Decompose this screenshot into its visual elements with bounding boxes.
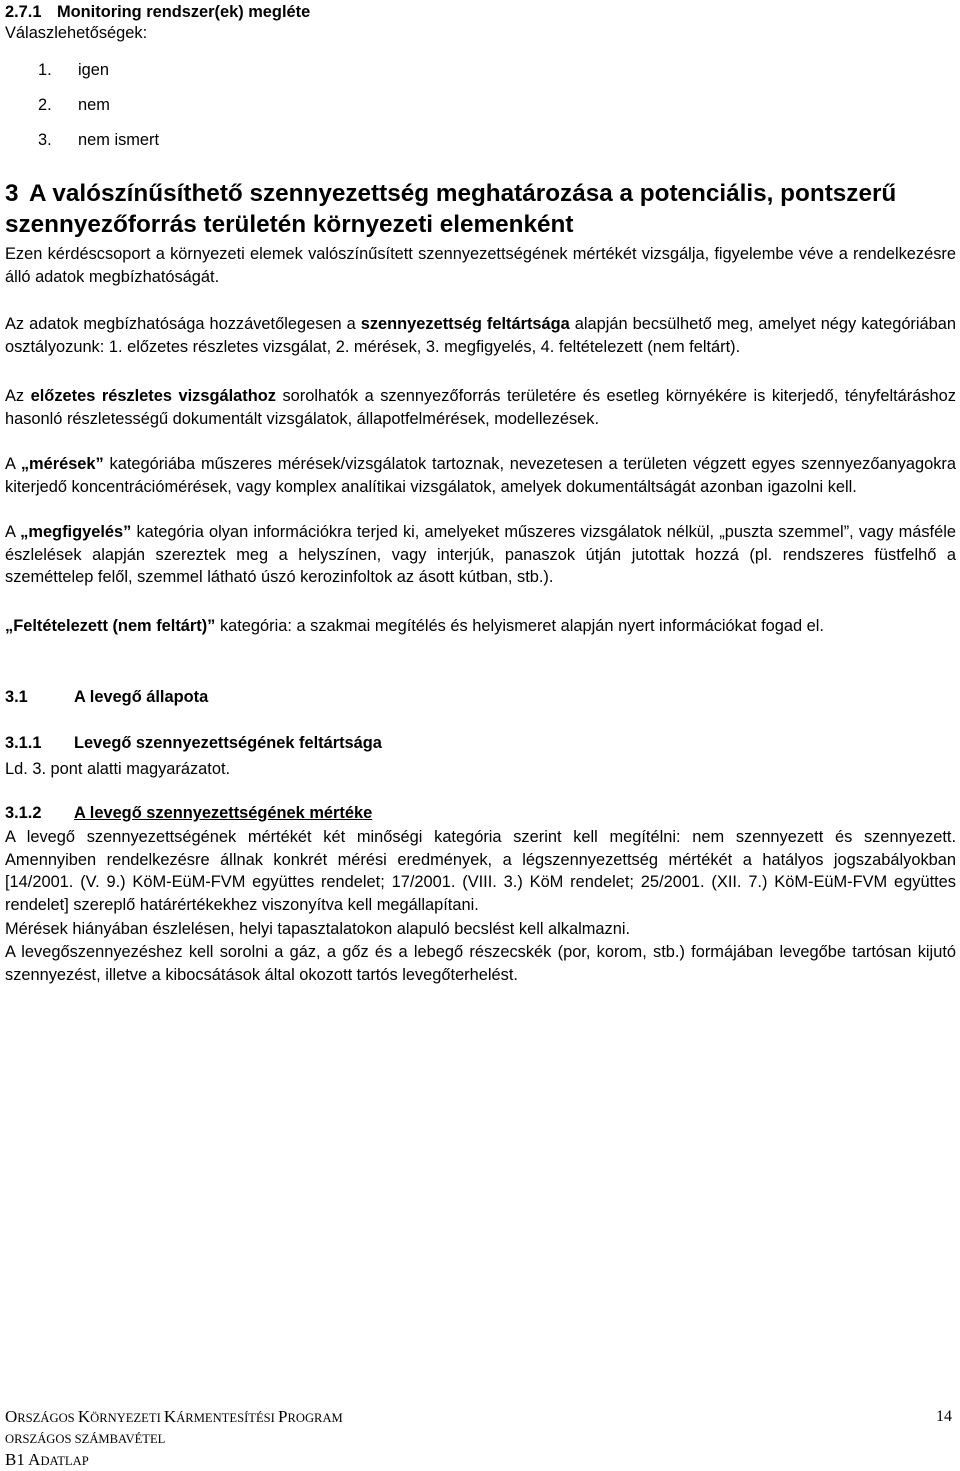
category-observation-paragraph: A „megfigyelés” kategória olyan információkra terjed ki, amelyeket műszeres vizsgálatok nélkül, „puszta szemmel”, vagy másféle észlelések alapján szereztek meg a helyszínen, vagy interjúk, panaszok útján jutottak hozzá (pl. rendszeres füstfelhő a szeméttelep felől, szemmel látható úszó kerozinfoltok az ásott kútban, stb.). <box>5 523 956 587</box>
section-title: Monitoring rendszer(ek) megléte <box>57 3 311 21</box>
section-3-1-2-heading: 3.1.2 A levegő szennyezettségének mértéke <box>5 804 373 822</box>
option-item: 1. igen <box>38 61 109 79</box>
reliability-paragraph: Az adatok megbízhatósága hozzávetőlegesen a szennyezettség feltártsága alapján becsülhető meg, amelyet négy kategóriában osztályozunk: 1. előzetes részletes vizsgálat, 2. mérések, 3. megfigyelés, 4. feltételezett (nem feltárt). <box>5 315 956 356</box>
options-label: Válaszlehetőségek: <box>5 24 148 42</box>
category-assumed-paragraph: „Feltételezett (nem feltárt)” kategória: a szakmai megítélés és helyismeret alapján nyert információkat fogad el. <box>5 617 824 635</box>
chapter-title: A valószínűsíthető szennyezettség meghatározása a potenciális, pontszerű szennyezőforrás területén környezeti elemenként <box>5 180 897 238</box>
intro-paragraph: Ezen kérdéscsoport a környezeti elemek valószínűsített szennyezettségének mértékét vizsgálja, figyelembe véve a rendelkezésre álló adatok megbízhatóságát. <box>5 245 956 286</box>
section-3-1-heading: 3.1 A levegő állapota <box>5 688 209 706</box>
air-paragraph-2: Mérések hiányában észlelésen, helyi tapasztalatokon alapuló becslést kell alkalmazni. <box>5 920 631 938</box>
footer-datasheet: B1 ADATLAP <box>5 1450 89 1469</box>
air-paragraph-3: A levegőszennyezéshez kell sorolni a gáz, a gőz és a lebegő részecskék (por, korom, stb.) formájában levegőbe tartósan kijutó szennyezést, illetve a kibocsátások által okozott tartós levegőterhelést. <box>5 943 956 984</box>
reference-note: Ld. 3. pont alatti magyarázatot. <box>5 760 231 778</box>
section-number: 2.7.1 <box>5 3 42 21</box>
chapter-number: 3 <box>5 180 19 207</box>
option-item: 2. nem <box>38 96 110 114</box>
air-paragraph-1: A levegő szennyezettségének mértékét két minőségi kategória szerint kell megítélni: nem szennyezett és szennyezett. Amennyiben rendelkezésre állnak konkrét mérési eredmények, a légszennyezettség mértékét a hatályos jogszabályokban [14/2001. (V. 9.) KöM-EüM-FVM együttes rendelet; 17/2001. (VIII. 3.) KöM rendelet; 25/2001. (XII. 7.) KöM-EüM-FVM együttes rendelet] szereplő határértékekhez viszonyítva kell megállapítani. <box>5 828 956 914</box>
category-measurements-paragraph: A „mérések” kategóriába műszeres mérések/vizsgálatok tartoznak, nevezetesen a területen végzett egyes szennyezőanyagokra kiterjedő koncentrációmérések, vagy komplex analítikai vizsgálatok, amelyek dokumentáltságát azonban igazolni kell. <box>5 455 956 496</box>
footer-inventory: ORSZÁGOS SZÁMBAVÉTEL <box>5 1432 166 1446</box>
section-3-1-1-heading: 3.1.1 Levegő szennyezettségének feltártsága <box>5 734 382 752</box>
page-number: 14 <box>936 1408 952 1425</box>
option-item: 3. nem ismert <box>38 131 160 149</box>
chapter-3-heading <box>5 178 956 240</box>
section-2-7-1-heading <box>5 3 310 22</box>
footer-program-name: ORSZÁGOS KÖRNYEZETI KÁRMENTESÍTÉSI PROGRAM <box>5 1407 343 1426</box>
category-preliminary-paragraph: Az előzetes részletes vizsgálathoz sorolhatók a szennyezőforrás területére és esetleg környékére is kiterjedő, tényfeltáráshoz hasonló részletességű dokumentált vizsgálatok, állapotfelmérések, modellezések. <box>5 387 956 428</box>
